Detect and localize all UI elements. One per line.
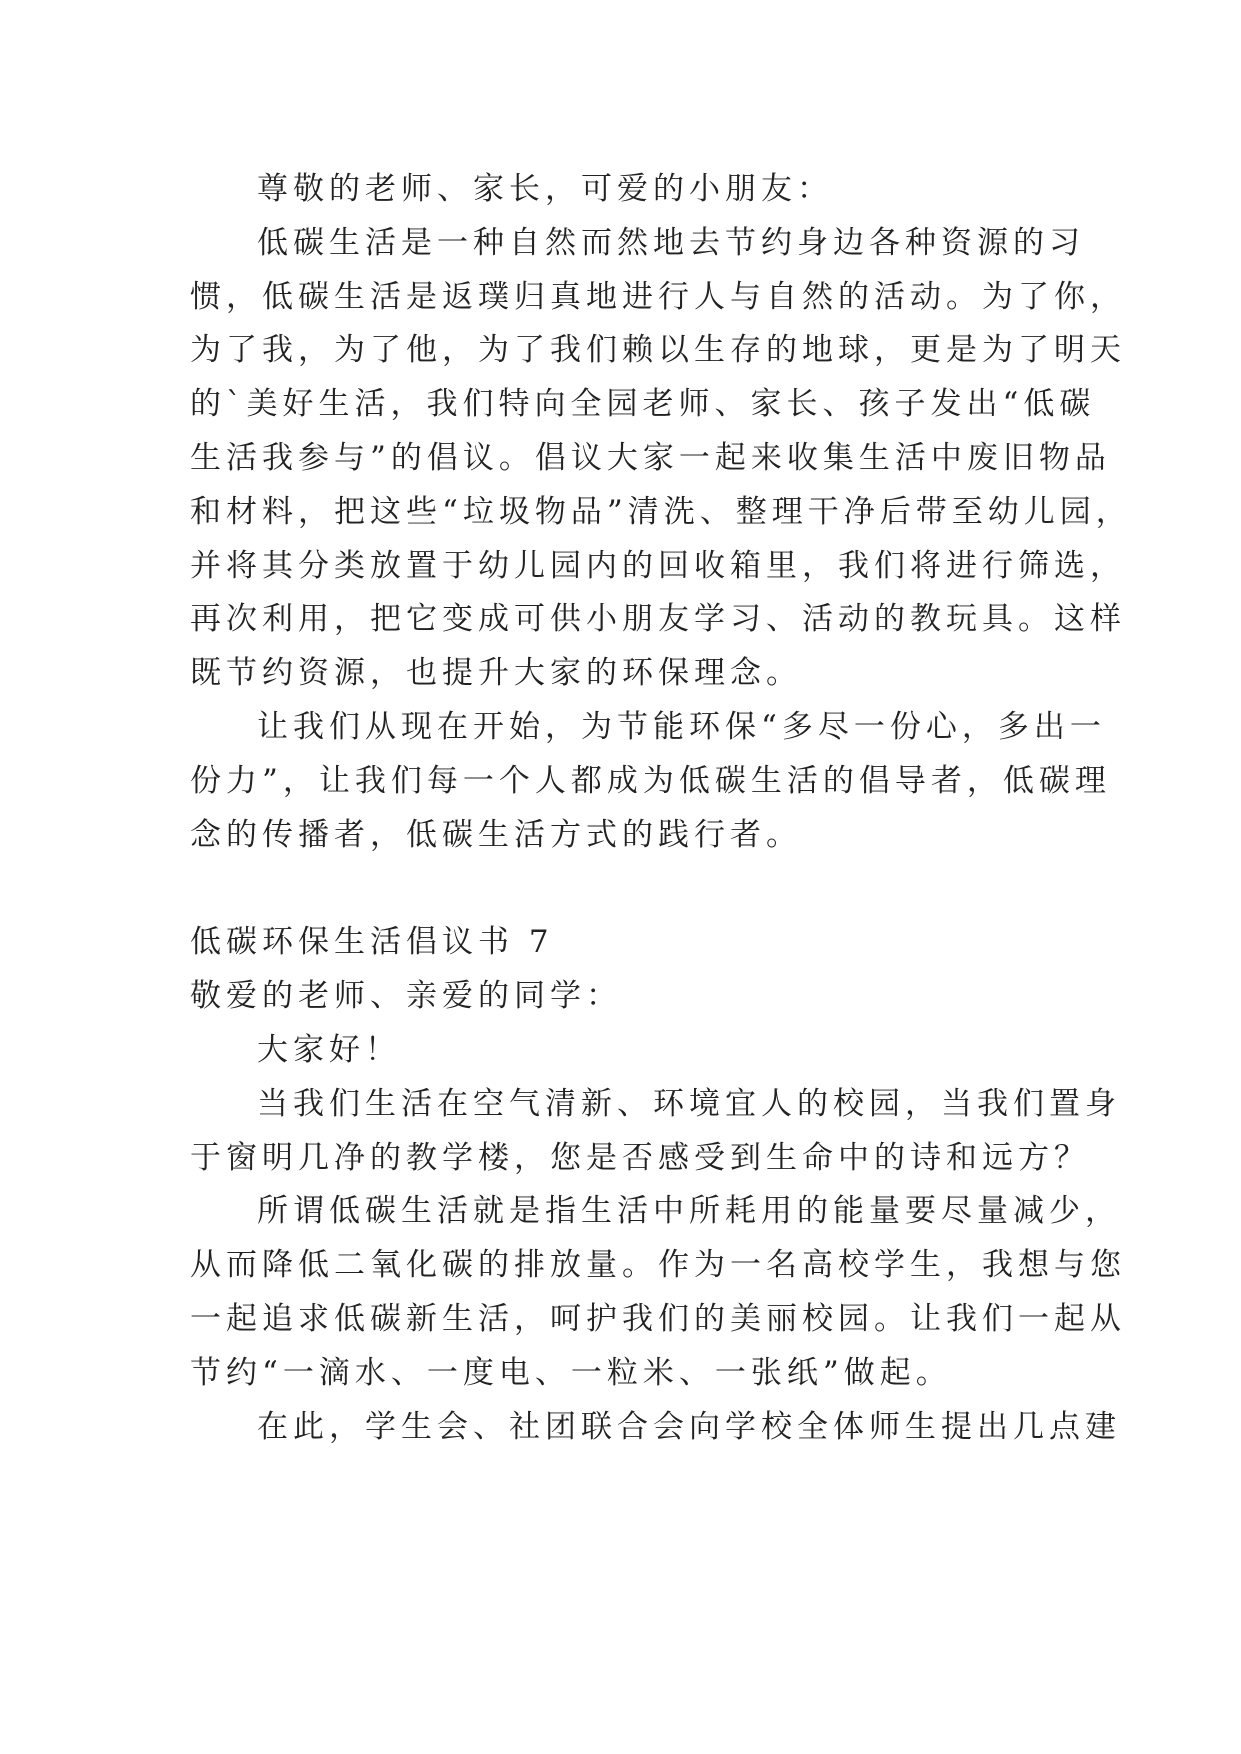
paragraph-line: 生活我参与”的倡议。倡议大家一起来收集生活中废旧物品 [190, 439, 1111, 476]
paragraph-line: 让我们从现在开始，为节能环保“多尽一份心，多出一 [257, 708, 1106, 745]
paragraph-line: 当我们生活在空气清新、环境宜人的校园，当我们置身 [257, 1085, 1121, 1122]
document-body [190, 163, 1132, 1454]
paragraph-line: 在此，学生会、社团联合会向学校全体师生提出几点建 [257, 1408, 1121, 1445]
paragraph-line: 一起追求低碳新生活，呵护我们的美丽校园。让我们一起从 [190, 1300, 1126, 1337]
salutation: 尊敬的老师、家长，可爱的小朋友： [257, 171, 833, 207]
greeting: 大家好！ [257, 1031, 401, 1068]
paragraph-line: 于窗明几净的教学楼，您是否感受到生命中的诗和远方？ [190, 1139, 1090, 1176]
paragraph-line: 和材料，把这些“垃圾物品”清洗、整理干净后带至幼儿园， [190, 493, 1132, 530]
section-title: 低碳环保生活倡议书 7 [190, 924, 554, 961]
paragraph-line: 为了我，为了他，为了我们赖以生存的地球，更是为了明天 [190, 332, 1126, 369]
paragraph-line: 既节约资源，也提升大家的环保理念。 [190, 655, 802, 692]
paragraph-line: 的`美好生活，我们特向全园老师、家长、孩子发出“低碳 [190, 386, 1096, 423]
paragraph-line: 从而降低二氧化碳的排放量。作为一名高校学生，我想与您 [190, 1247, 1126, 1284]
paragraph-line: 份力”，让我们每一个人都成为低碳生活的倡导者，低碳理 [190, 762, 1111, 799]
blank-line [190, 862, 1060, 916]
paragraph-line: 再次利用，把它变成可供小朋友学习、活动的教玩具。这样 [190, 601, 1126, 638]
paragraph-line: 节约“一滴水、一度电、一粒米、一张纸”做起。 [190, 1354, 952, 1391]
paragraph-line: 惯，低碳生活是返璞归真地进行人与自然的活动。为了你， [190, 278, 1126, 315]
paragraph-line: 并将其分类放置于幼儿园内的回收箱里，我们将进行筛选， [190, 547, 1126, 584]
salutation: 敬爱的老师、亲爱的同学： [190, 978, 622, 1015]
paragraph-line: 所谓低碳生活就是指生活中所耗用的能量要尽量减少， [257, 1193, 1121, 1230]
paragraph-line: 低碳生活是一种自然而然地去节约身边各种资源的习 [257, 224, 1085, 261]
paragraph-line: 念的传播者，低碳生活方式的践行者。 [190, 816, 802, 853]
